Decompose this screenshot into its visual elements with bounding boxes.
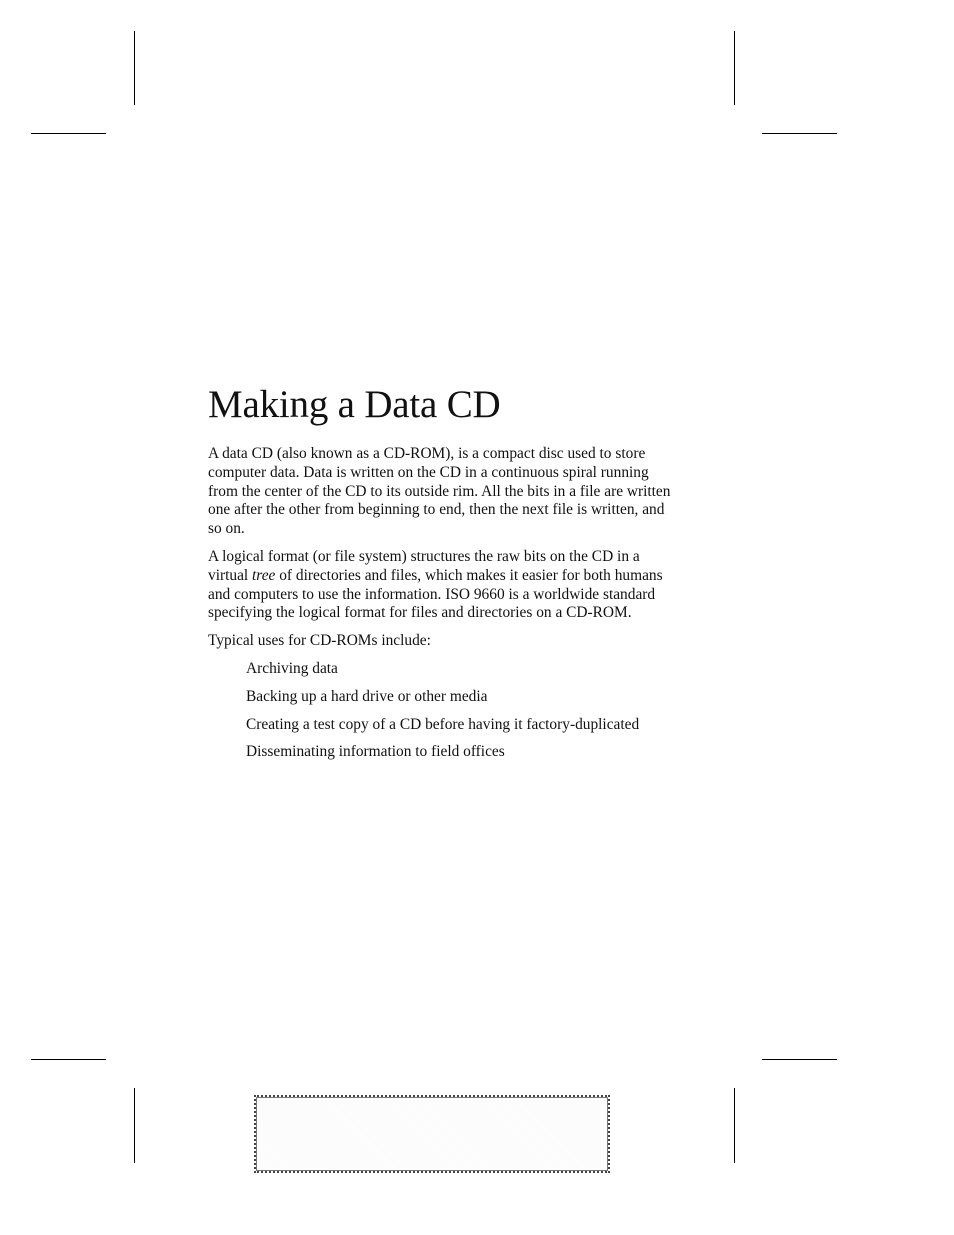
crop-mark-bottom-left-horizontal	[31, 1059, 106, 1060]
page-content	[208, 383, 678, 771]
logical-format-text-start: A logical format (or file system) structures the raw bits on the CD in a virtual	[208, 547, 640, 584]
list-item: Disseminating information to field offices	[246, 743, 505, 761]
crop-mark-bottom-left-vertical	[134, 1088, 135, 1163]
crop-mark-bottom-right-vertical	[734, 1088, 735, 1163]
logical-format-paragraph	[208, 548, 676, 623]
typical-uses-list	[208, 660, 678, 762]
intro-paragraph: A data CD (also known as a CD-ROM), is a compact disc used to store computer data. Data is written on the CD in a continuous spiral running from the center of the CD to its outside rim. All the bits in a file are written one after the other from beginning to end, then the next file is written, and so on.	[208, 445, 671, 538]
crop-mark-top-left-horizontal	[31, 133, 106, 134]
page-title: Making a Data CD	[208, 383, 501, 426]
list-item: Creating a test copy of a CD before having it factory-duplicated	[246, 715, 640, 733]
crop-mark-top-right-horizontal	[762, 133, 837, 134]
list-item: Archiving data	[246, 659, 338, 677]
crop-mark-top-right-vertical	[734, 31, 735, 105]
typical-uses-intro: Typical uses for CD-ROMs include:	[208, 632, 431, 650]
crop-mark-top-left-vertical	[134, 31, 135, 105]
tree-emphasis: tree	[252, 566, 276, 584]
draft-stamp-box	[254, 1095, 610, 1173]
crop-mark-bottom-right-horizontal	[762, 1059, 837, 1060]
list-item: Backing up a hard drive or other media	[246, 687, 488, 705]
logical-format-text-end: of directories and files, which makes it easier for both humans and computers to use the information. ISO 9660 is a worldwide standard specifying the logical format for files and directories on a CD-ROM.	[208, 566, 663, 622]
